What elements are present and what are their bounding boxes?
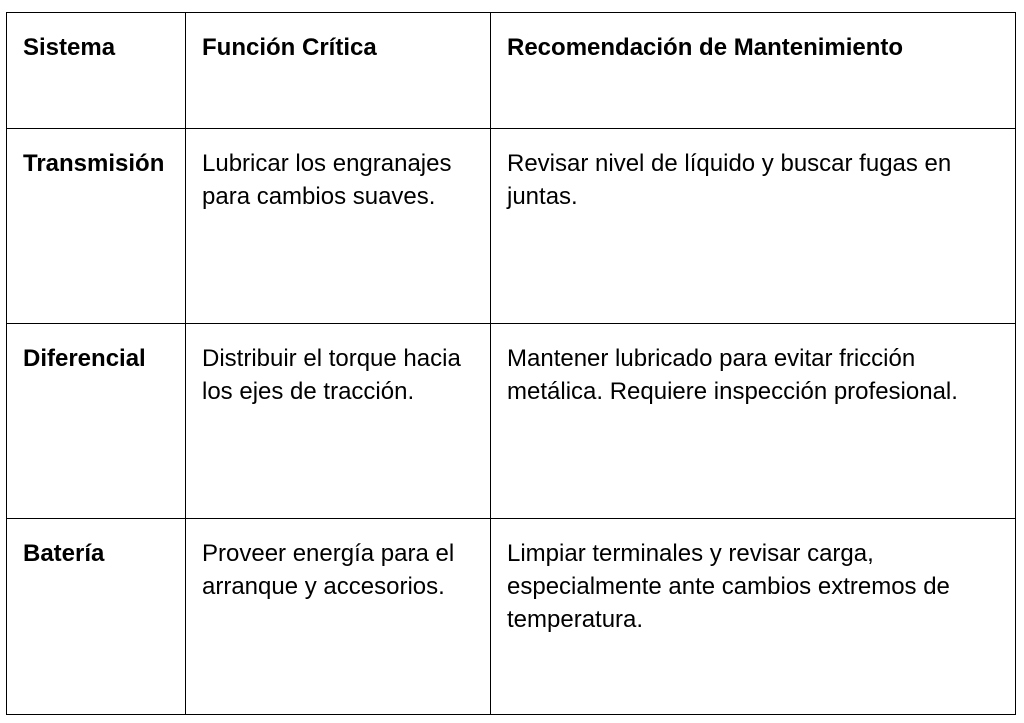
cell-sistema: Transmisión bbox=[7, 129, 186, 324]
cell-recomendacion: Revisar nivel de líquido y buscar fugas en juntas. bbox=[491, 129, 1016, 324]
cell-funcion: Distribuir el torque hacia los ejes de tracción. bbox=[186, 324, 491, 519]
maintenance-table bbox=[6, 12, 1016, 715]
cell-sistema: Diferencial bbox=[7, 324, 186, 519]
table-header-row bbox=[7, 13, 1016, 129]
table-row bbox=[7, 129, 1016, 324]
table-row bbox=[7, 519, 1016, 715]
maintenance-table-container bbox=[6, 12, 1016, 715]
cell-sistema: Batería bbox=[7, 519, 186, 715]
header-sistema: Sistema bbox=[7, 13, 186, 129]
cell-funcion: Proveer energía para el arranque y accesorios. bbox=[186, 519, 491, 715]
cell-recomendacion: Mantener lubricado para evitar fricción metálica. Requiere inspección profesional. bbox=[491, 324, 1016, 519]
cell-recomendacion: Limpiar terminales y revisar carga, especialmente ante cambios extremos de temperatura. bbox=[491, 519, 1016, 715]
cell-funcion: Lubricar los engranajes para cambios suaves. bbox=[186, 129, 491, 324]
header-funcion-critica: Función Crítica bbox=[186, 13, 491, 129]
header-recomendacion: Recomendación de Mantenimiento bbox=[491, 13, 1016, 129]
table-row bbox=[7, 324, 1016, 519]
